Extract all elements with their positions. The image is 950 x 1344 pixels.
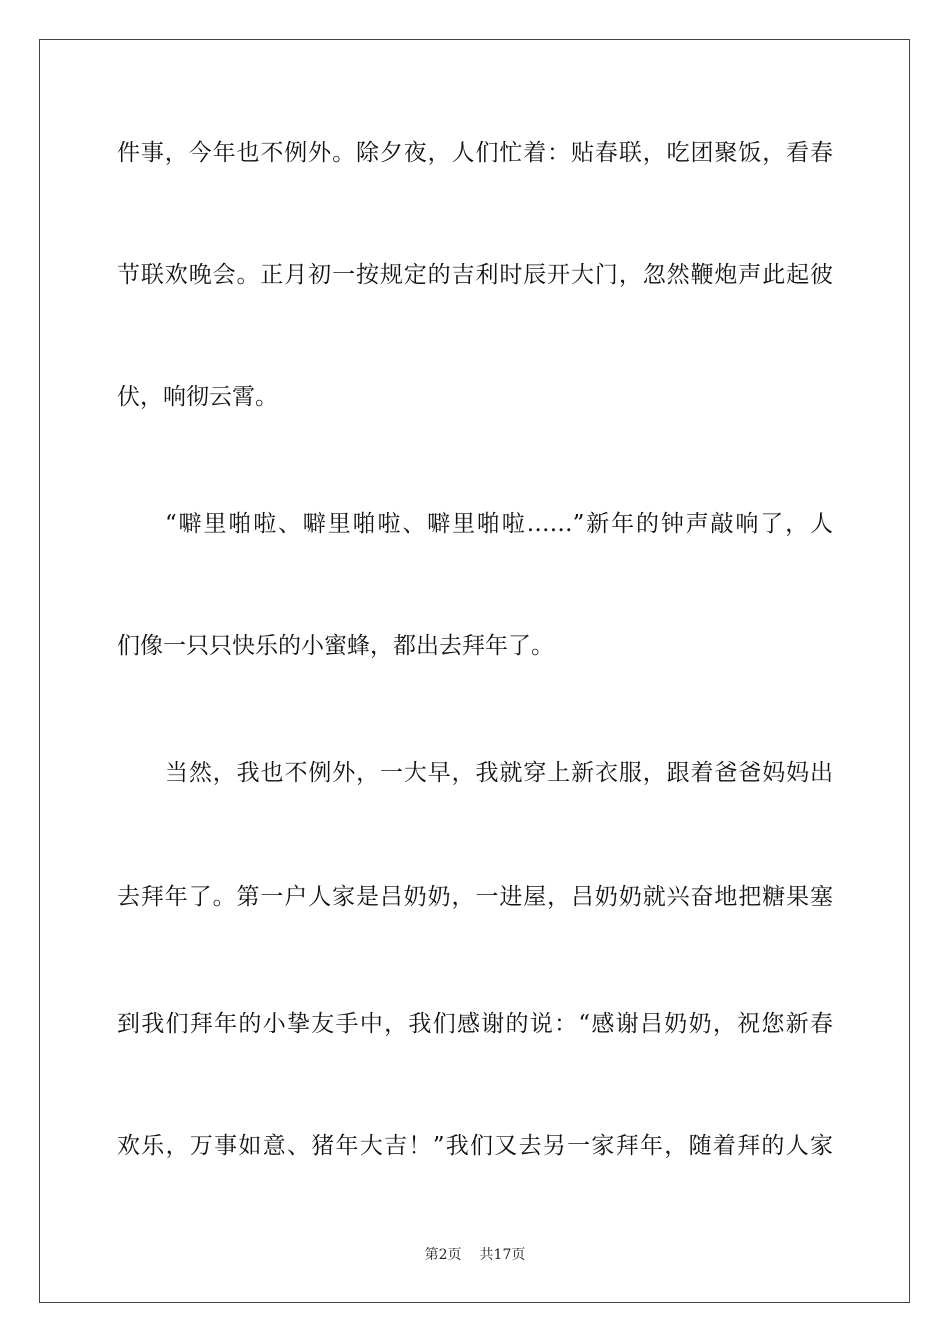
text-line-4: “噼里啪啦、噼里啪啦、噼里啪啦……”新年的钟声敲响了，人: [165, 511, 833, 537]
page-footer: [0, 1246, 950, 1264]
page-border: [39, 39, 910, 1303]
text-line-6: 当然，我也不例外，一大早，我就穿上新衣服，跟着爸爸妈妈出: [165, 760, 833, 786]
text-line-2: 节联欢晚会。正月初一按规定的吉利时辰开大门，忽然鞭炮声此起彼: [117, 262, 833, 288]
page-number: 第2页: [424, 1247, 462, 1263]
text-line-7: 去拜年了。第一户人家是吕奶奶，一进屋，吕奶奶就兴奋地把糖果塞: [117, 884, 833, 910]
text-line-3: 伏，响彻云霄。: [117, 384, 278, 410]
text-line-5: 们像一只只快乐的小蜜蜂，都出去拜年了。: [117, 633, 554, 659]
text-line-1: 件事，今年也不例外。除夕夜，人们忙着：贴春联，吃团聚饭，看春: [117, 140, 833, 166]
text-line-9: 欢乐，万事如意、猪年大吉！”我们又去另一家拜年，随着拜的人家: [117, 1133, 833, 1159]
page-total: 共17页: [479, 1247, 526, 1263]
text-line-8: 到我们拜年的小挚友手中，我们感谢的说：“感谢吕奶奶，祝您新春: [117, 1011, 833, 1037]
